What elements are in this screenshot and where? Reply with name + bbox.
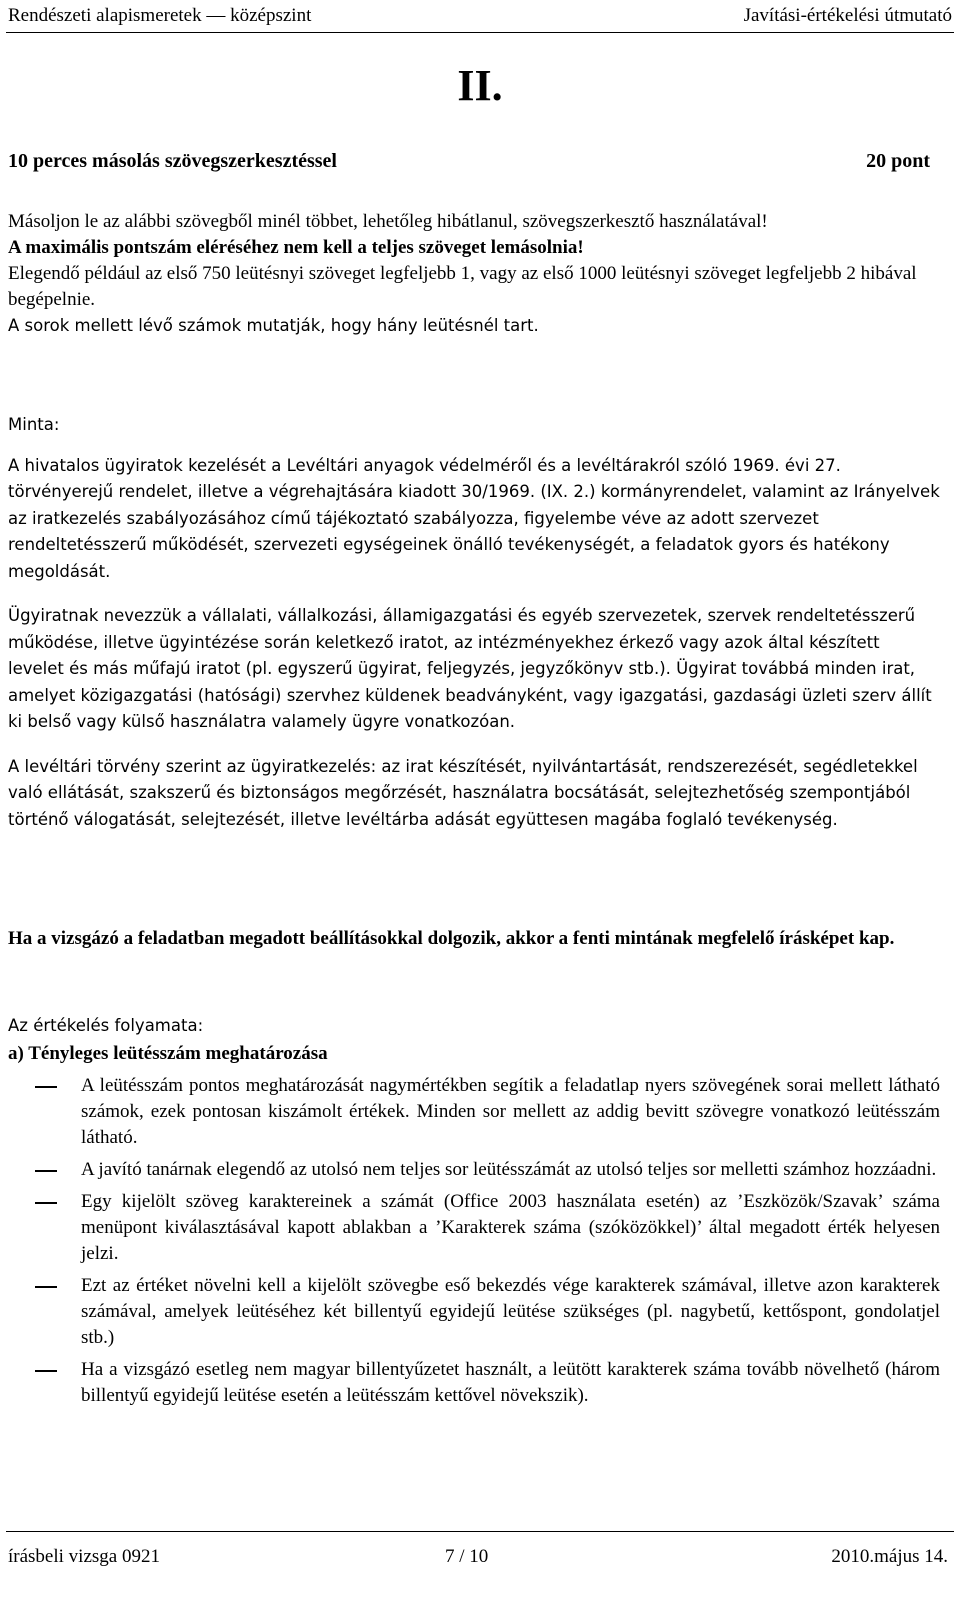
evaluation-section [8,1013,940,1415]
task-title: 10 perces másolás szövegszerkesztéssel [8,150,337,172]
sample-block [8,412,940,833]
sample-paragraph: A levéltári törvény szerint az ügyiratkezelés: az irat készítését, nyilvántartását, rendszerezését, segédletekkel való ellátását, szakszerű és biztonságos megőrzését, használatra bocsátását, selejtezhetőség szempontjából történő válogatását, selejtezését, illetve levéltárba adását együttesen magába foglaló tevékenység. [8,756,918,829]
instruction-line-2: A maximális pontszám eléréséhez nem kell a teljes szöveget lemásolnia! [8,237,584,258]
evaluation-heading: Az értékelés folyamata: [8,1016,204,1035]
footer-left: írásbeli vizsga 0921 [8,1546,160,1567]
header-right: Javítási-értékelési útmutató [743,5,952,26]
instructions [8,209,940,339]
list-item: A javító tanárnak elegendő az utolsó nem teljes sor leütésszámát az utolsó teljes sor melletti számhoz hozzáadni. [8,1157,940,1183]
list-item: Egy kijelölt szöveg karaktereinek a számát (Office 2003 használata esetén) az ’Eszközök/Szavak’ száma menüpont kiválasztásával kapott ablakban a ’Karakterek száma (szóközökkel)’ által megadott érték helyesen jelzi. [8,1189,940,1267]
sample-label: Minta: [8,415,60,434]
page-number: 7 / 10 [445,1546,489,1567]
header-divider [6,32,954,33]
bold-note: Ha a vizsgázó a feladatban megadott beállításokkal dolgozik, akkor a fenti mintának megfelelő írásképet kap. [8,928,895,949]
evaluation-list [8,1073,940,1409]
list-item: Ha a vizsgázó esetleg nem magyar billentyűzetet használt, a leütött karakterek száma tovább növelhető (három billentyű egyidejű leütése esetén a leütésszám kettővel növekszik). [8,1357,940,1409]
header-left: Rendészeti alapismeretek — középszint [8,5,312,26]
footer-divider [6,1531,954,1532]
page-header [8,5,952,31]
instruction-line-3: Elegendő például az első 750 leütésnyi szöveget legfeljebb 1, vagy az első 1000 leütésnyi szöveget legfeljebb 2 hibával begépelnie. [8,263,917,310]
list-item: A leütésszám pontos meghatározását nagymértékben segítik a feladatlap nyers szövegének sorai mellett látható számok, ezek pontosan kiszámolt értékek. Minden sor mellett az addig bevitt szövegre vonatkozó leütésszám látható. [8,1073,940,1151]
footer-date: 2010.május 14. [831,1546,948,1567]
sample-paragraph: A hivatalos ügyiratok kezelését a Levéltári anyagok védelméről és a levéltárakról szóló 1969. évi 27. törvényerejű rendelet, illetve a végrehajtására kiadott 30/1969. (IX. 2.) kormányrendelet, valamint az Irányelvek az iratkezelés szabályozásához című tájékoztató szabályozza, figyelembe véve az adott szervezet rendeltetésszerű működését, szervezeti egységeinek önálló tevékenységét, a feladatok gyors és hatékony megoldását. [8,455,940,581]
page-footer [8,1546,948,1572]
sample-paragraph: Ügyiratnak nevezzük a vállalati, vállalkozási, államigazgatási és egyéb szervezetek, szervek rendeltetésszerű működése, illetve ügyintézése során keletkező iratot, az intézményekhez érkező vagy azok által készített levelet és más műfajú iratot (pl. egyszerű ügyirat, feljegyzés, jegyzőkönyv stb.). Ügyirat továbbá minden irat, amelyet közigazgatási (hatósági) szervhez küldenek beadványként, vagy igazgatási, gazdasági üzleti szerv állít ki belső vagy külső használatra valamely ügyre vonatkozóan. [8,606,932,731]
instruction-line-4: A sorok mellett lévő számok mutatják, hogy hány leütésnél tart. [8,316,539,335]
task-points: 20 pont [866,150,930,172]
evaluation-subheading: a) Tényleges leütésszám meghatározása [8,1043,328,1064]
section-number: II. [457,61,503,110]
list-item: Ezt az értéket növelni kell a kijelölt szövegbe eső bekezdés vége karakterek számával, illetve azon karakterek számával, amelyek leütéséhez két billentyű egyidejű leütése szükséges (pl. nagybetű, kettőspont, gondolatjel stb.) [8,1273,940,1351]
task-title-row [8,150,930,180]
instruction-line-1: Másoljon le az alábbi szövegből minél többet, lehetőleg hibátlanul, szövegszerkesztő használatával! [8,211,768,232]
